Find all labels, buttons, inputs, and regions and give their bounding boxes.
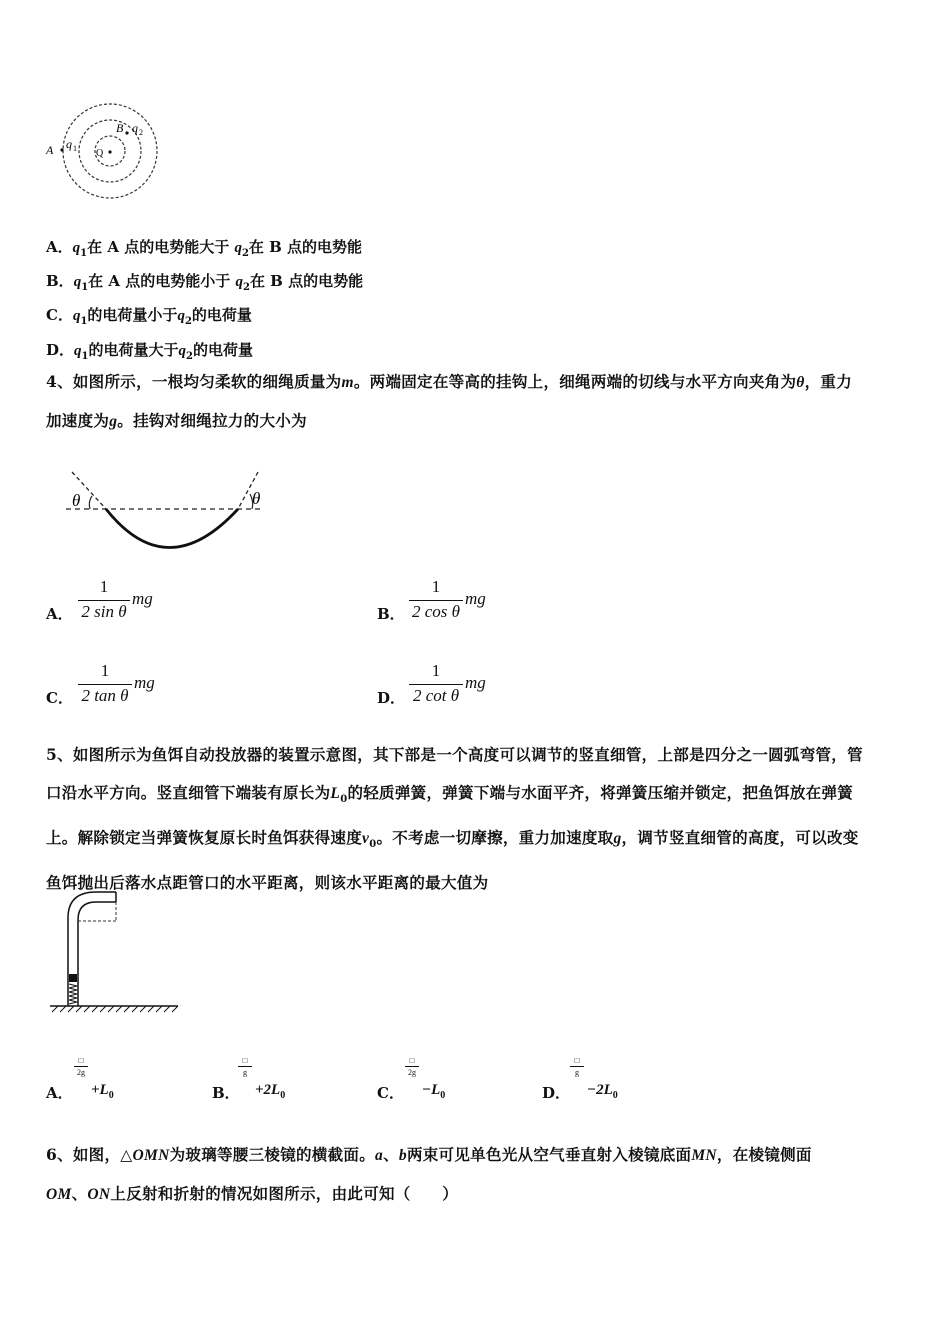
q3-option-b[interactable]: B．$q_1$在 A 点的电势能小于 $q_2$在 B 点的电势能 bbox=[46, 272, 364, 293]
q3-option-c[interactable]: C．$q_1$的电荷量小于$q_2$的电荷量 bbox=[46, 306, 252, 327]
q5-option-c-tail[interactable]: $-L_0$ bbox=[422, 1082, 446, 1101]
theta-left-label: θ bbox=[72, 491, 81, 510]
q1-label: q bbox=[66, 137, 72, 151]
q4-stem: 4、如图所示，一根均匀柔软的细绳质量为m。两端固定在等高的挂钩上，细绳两端的切线与水平方向夹角为θ，重力 加速度为g。挂钩对细绳拉力的大小为 bbox=[46, 372, 853, 430]
q5-option-b-frac[interactable]: □ g bbox=[238, 1056, 252, 1077]
q1-sub: 1 bbox=[73, 144, 77, 153]
q5-option-a-letter[interactable]: A． bbox=[46, 1084, 73, 1102]
q5-option-d-tail[interactable]: $-2L_0$ bbox=[587, 1082, 618, 1101]
theta-right-label: θ bbox=[252, 489, 261, 508]
q5-option-a-frac[interactable]: □ 2g bbox=[74, 1056, 88, 1077]
q5-option-b-tail[interactable]: $+2L_0$ bbox=[255, 1082, 286, 1101]
q2-sub: 2 bbox=[139, 128, 143, 137]
q2-label: q bbox=[132, 121, 138, 135]
q5-option-d-frac[interactable]: □ g bbox=[570, 1056, 584, 1077]
q5-option-a-tail[interactable]: $+L_0$ bbox=[91, 1082, 114, 1101]
bait-launcher-figure bbox=[48, 886, 183, 1018]
charge-field-figure bbox=[44, 96, 164, 206]
hanging-rope-figure bbox=[62, 466, 272, 556]
q5-stem: 5、如图所示为鱼饵自动投放器的装置示意图，其下部是一个高度可以调节的竖直细管，上部是四分之一圆弧弯管，管 口沿水平方向。竖直细管下端装有原长为$L_0$的轻质弹簧，弹簧下端与水面平齐，将弹簧压缩并锁定，把鱼饵放在弹簧 上。解除锁定当弹簧恢复原长时鱼饵获得速度$v_0$。不考虑一切摩擦，重力加速度取g，调节竖直细管的高度，可以改变 鱼饵抛出后落水点距管口的水平距离，则该水平距离的最大值为 bbox=[46, 745, 863, 893]
q4-option-a-letter[interactable]: A． bbox=[46, 605, 73, 623]
q4-option-d-letter[interactable]: D． bbox=[377, 689, 406, 707]
q5-option-c-frac[interactable]: □ 2g bbox=[405, 1056, 419, 1077]
point-b-label: B bbox=[116, 121, 124, 135]
q4-option-d-expr[interactable]: 1 2 cot θ mg bbox=[409, 661, 463, 711]
q5-option-c-letter[interactable]: C． bbox=[377, 1084, 404, 1102]
center-charge-label: Q bbox=[96, 148, 104, 159]
q4-option-b-expr[interactable]: 1 2 cos θ mg bbox=[409, 577, 463, 627]
q6-stem: 6、如图，△OMN为玻璃等腰三棱镜的横截面。a、b两束可见单色光从空气垂直射入棱镜底面MN，在棱镜侧面 OM、ON上反射和折射的情况如图所示，由此可知（ ） bbox=[46, 1145, 812, 1203]
point-a-label: A bbox=[46, 143, 54, 157]
q4-option-c-expr[interactable]: 1 2 tan θ mg bbox=[78, 661, 132, 711]
q3-option-d[interactable]: D．$q_1$的电荷量大于$q_2$的电荷量 bbox=[46, 341, 253, 362]
q4-option-c-letter[interactable]: C． bbox=[46, 689, 73, 707]
q5-option-b-letter[interactable]: B． bbox=[212, 1084, 240, 1102]
q3-option-a[interactable]: A．$q_1$在 A 点的电势能大于 $q_2$在 B 点的电势能 bbox=[46, 238, 363, 259]
q4-option-a-expr[interactable]: 1 2 sin θ mg bbox=[78, 577, 130, 627]
q5-option-d-letter[interactable]: D． bbox=[542, 1084, 571, 1102]
q4-option-b-letter[interactable]: B． bbox=[377, 605, 405, 623]
